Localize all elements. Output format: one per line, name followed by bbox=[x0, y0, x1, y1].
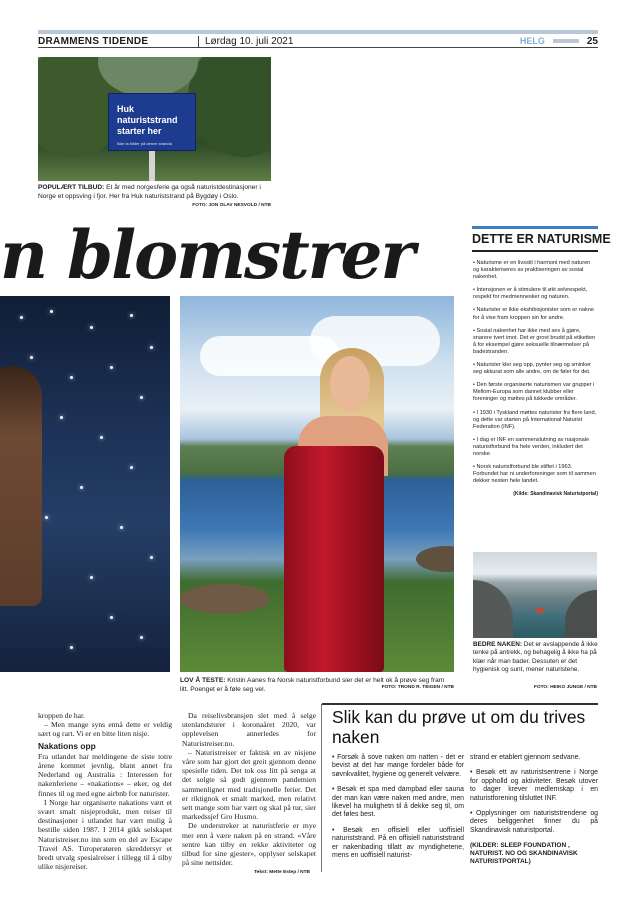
water-sparkle bbox=[120, 526, 123, 529]
tip-item: • Forsøk å sove naken om natten - det er bevist at det har mange fordeler både for søvnkvalitet, hygiene og generelt velvære. bbox=[332, 754, 464, 778]
caption-text: Et år med norgesferie ga også naturistdestinasjoner i Norge et oppsving i fjor. Her fra Huk naturiststrand på Bygdøy i Oslo. bbox=[38, 184, 261, 200]
water-sparkle bbox=[70, 376, 73, 379]
bather-figure bbox=[0, 366, 42, 606]
tip-item: • Besøk en offisiell eller uoffisiell naturiststrand. På en offisiell naturiststrand er nakenbading tillatt av myndighetene, mens en uoffisiell naturist- bbox=[332, 826, 464, 860]
water-sparkle bbox=[50, 310, 53, 313]
article-paragraph: kroppen de har. bbox=[38, 711, 86, 720]
water-sparkle bbox=[45, 516, 48, 519]
caption-text: Det er avslappende å ikke tenke på antrekk, og behagelig å ikke ha på klær når man bader. Dessuten er det hygienisk og sunt, mener naturistene. bbox=[473, 641, 598, 674]
water-sparkle bbox=[20, 316, 23, 319]
water-sparkle bbox=[150, 556, 153, 559]
water-sparkle bbox=[110, 616, 113, 619]
fact-item: • Norsk naturistforbund ble stiftet i 1963. Forbundet har ni underforeninger som til sammen dekker nesten hele landet. bbox=[473, 464, 596, 485]
top-photo-beach-sign bbox=[38, 57, 271, 181]
article-paragraph: Da reiselivsbransjen slet med å selge utenlandsturer i koronaåret 2020, var opplevelsen annerledes for Naturistreiser.no. bbox=[182, 711, 316, 748]
sign-post bbox=[149, 151, 155, 181]
issue-date: Lørdag 10. juli 2021 bbox=[198, 36, 520, 47]
left-photo-water bbox=[0, 296, 170, 672]
masthead-top-rule bbox=[38, 30, 598, 34]
rock-shape bbox=[473, 580, 513, 638]
tips-title: Slik kan du prøve ut om du trives naken bbox=[332, 707, 586, 747]
red-towel bbox=[284, 446, 384, 672]
article-paragraph: I Norge har organiserte nakations vært et svært smalt nisjeprodukt, men reiser til destinasjoner i utlandet har vært mulig å bestille siden 1987. I 2014 gikk selskapet Naturistreiser.no inn som en del av Escape Travel AS. Turoperatøren skreddersyr et bredt utvalg spesialreiser i tillegg til å tilby ulike nisjereiser. bbox=[38, 797, 172, 872]
main-photo-woman-lake bbox=[180, 296, 454, 672]
sign-subtitle: Ikke ta bilder på denne stranda bbox=[117, 141, 172, 146]
water-sparkle bbox=[70, 646, 73, 649]
tip-item: strand er etablert gjennom sedvane. bbox=[470, 754, 581, 761]
fact-item: • Naturisme er en livsstil i harmoni med naturen og karakteriseres av praktiseringen av sosial nakenhet. bbox=[473, 260, 591, 281]
water-sparkle bbox=[150, 346, 153, 349]
caption-kicker: BEDRE NAKEN: bbox=[473, 641, 522, 648]
water-sparkle bbox=[130, 314, 133, 317]
factbox bbox=[472, 226, 611, 544]
page-number: 25 bbox=[586, 35, 598, 47]
water-sparkle bbox=[110, 366, 113, 369]
article-paragraph: De understreker at naturistferie er mye mer enn å være naken på en strand. «Våre sentre kan tilby en rekke aktiviteter og tilbud for sine gjester», opplyser selskapet på sine nettsider. bbox=[182, 821, 316, 868]
article-column-1 bbox=[38, 711, 172, 871]
water-sparkle bbox=[90, 576, 93, 579]
top-photo-caption bbox=[38, 183, 271, 201]
section-label: HELG bbox=[519, 36, 545, 46]
tip-item: • Besøk ett av naturistsentrene i Norge for oppholld og aktiviteter. Besøk utover to dager krever medlemskap i en naturistforening tilsluttet INF. bbox=[470, 769, 598, 802]
fact-item: • Sosial nakenhet har ikke med sex å gjøre, snarere tvert imot. Det er grovt brudd på etiketten å for eksempel gjøre seksuelle tilnærmelser på badestranden. bbox=[473, 327, 596, 355]
water-sparkle bbox=[30, 356, 33, 359]
caption-text: Kristin Aanes fra Norsk naturistforbund sier det er helt ok å prøve seg fram litt. Poenget er å føle seg vel. bbox=[180, 677, 445, 693]
main-photo-credit: FOTO: TROND R. TEIGEN / NTB bbox=[381, 685, 454, 690]
article-paragraph: – Naturistreiser er faktisk en av nisjene våre som har gjort det greit gjennom denne spesielle tiden. Det tok oss litt på senga at det solgte så godt gjennom pandemien sammenlignet med tradisjonelle ferier. Det er riktignok et smalt marked, men relativt sett mange som har vært og skal på tur, sier markedssjef Gro Husmo. bbox=[182, 747, 316, 822]
article-column-2 bbox=[182, 711, 316, 867]
top-photo-credit: FOTO: JON OLAV NESVOLD / NTB bbox=[192, 203, 271, 208]
article-paragraph: Fra utlandet har meldingene de siste totre årene kommet jevnlig, blant annet fra Nederland og Australia : Interessen for nakenferiene – «nakations» – øker, og det finnes til og med egne airbnb for naturister. bbox=[38, 751, 172, 798]
rock-shape bbox=[180, 584, 270, 614]
fact-item: • Naturister er ikke ekshibisjonister som er nakne for å vise fram kroppen sin for andre. bbox=[473, 307, 595, 321]
side-photo-caption bbox=[473, 641, 599, 675]
tips-top-rule bbox=[322, 703, 598, 705]
rock-shape bbox=[416, 546, 454, 572]
headline: n blomstrer bbox=[0, 220, 414, 290]
side-photo-credit: FOTO: HEIKO JUNGE / NTB bbox=[533, 685, 597, 690]
fact-item: • Intensjonen er å stimulere til økt selvrespekt, respekt for medmennesker og naturen. bbox=[473, 287, 588, 301]
side-photo-bathers bbox=[473, 552, 597, 638]
water-sparkle bbox=[60, 416, 63, 419]
water-sparkle bbox=[80, 486, 83, 489]
tips-source: (KILDER: SLEEP FOUNDATION , NATURIST. NO OG SKANDINAVISK NATURISTPORTAL) bbox=[470, 842, 578, 866]
fact-item: • I dag er INF en sammenslutning av nasjonale naturistforbund fra hele verden, inkludert det norske. bbox=[473, 436, 590, 457]
beach-sign bbox=[108, 93, 196, 151]
water-sparkle bbox=[90, 326, 93, 329]
newspaper-name: DRAMMENS TIDENDE bbox=[38, 35, 149, 47]
factbox-title: DETTE ER NATURISME bbox=[472, 229, 598, 252]
factbox-source: (Kilde: Skandinavisk Naturistportal) bbox=[513, 491, 598, 498]
fact-item: • Den første organiserte naturismen var grupper i Mellom-Europa som dannet klubber eller foreninger og møttes på lukkede områder. bbox=[473, 382, 595, 403]
tips-column-2 bbox=[470, 754, 598, 866]
tree-shape bbox=[188, 57, 271, 157]
water-sparkle bbox=[140, 636, 143, 639]
woman-face bbox=[330, 356, 370, 412]
swimmer-figure bbox=[535, 608, 545, 613]
tip-item: • Opplysninger om naturiststrendene og deres beliggenhet finner du på Skandinavisk naturistportal. bbox=[470, 810, 598, 834]
caption-kicker: LOV Å TESTE: bbox=[180, 677, 226, 684]
fact-item: • I 1930 i Tyskland møttes naturister fra flere land, og dette var starten på International Naturist Federation (INF). bbox=[473, 409, 597, 430]
rock-shape bbox=[565, 590, 597, 638]
sign-title: Huk naturiststrand starter her bbox=[117, 104, 178, 136]
tips-column-1 bbox=[332, 754, 464, 867]
masthead bbox=[38, 35, 598, 48]
article-byline: Tekst: Mette Estep / NTB bbox=[254, 870, 310, 875]
fact-item: • Naturister kler seg opp, pynter seg og sminker seg akkurat som alle andre, om de føler for det. bbox=[473, 362, 591, 376]
water-sparkle bbox=[100, 436, 103, 439]
section-bar bbox=[553, 39, 579, 43]
water-sparkle bbox=[140, 396, 143, 399]
tip-item: • Besøk et spa med dampbad eller sauna der man kan være naken med andre, men likevel ha mulighetn til å dekke seg til, om det føles best. bbox=[332, 786, 464, 819]
water-sparkle bbox=[130, 466, 133, 469]
column-divider bbox=[321, 704, 322, 872]
article-subhead: Nakations opp bbox=[38, 740, 96, 751]
caption-kicker: POPULÆRT TILBUD: bbox=[38, 184, 105, 191]
article-paragraph: – Men mange syns ennå dette er veldig sært og rart. Vi er en bitte liten nisje. bbox=[38, 720, 172, 739]
